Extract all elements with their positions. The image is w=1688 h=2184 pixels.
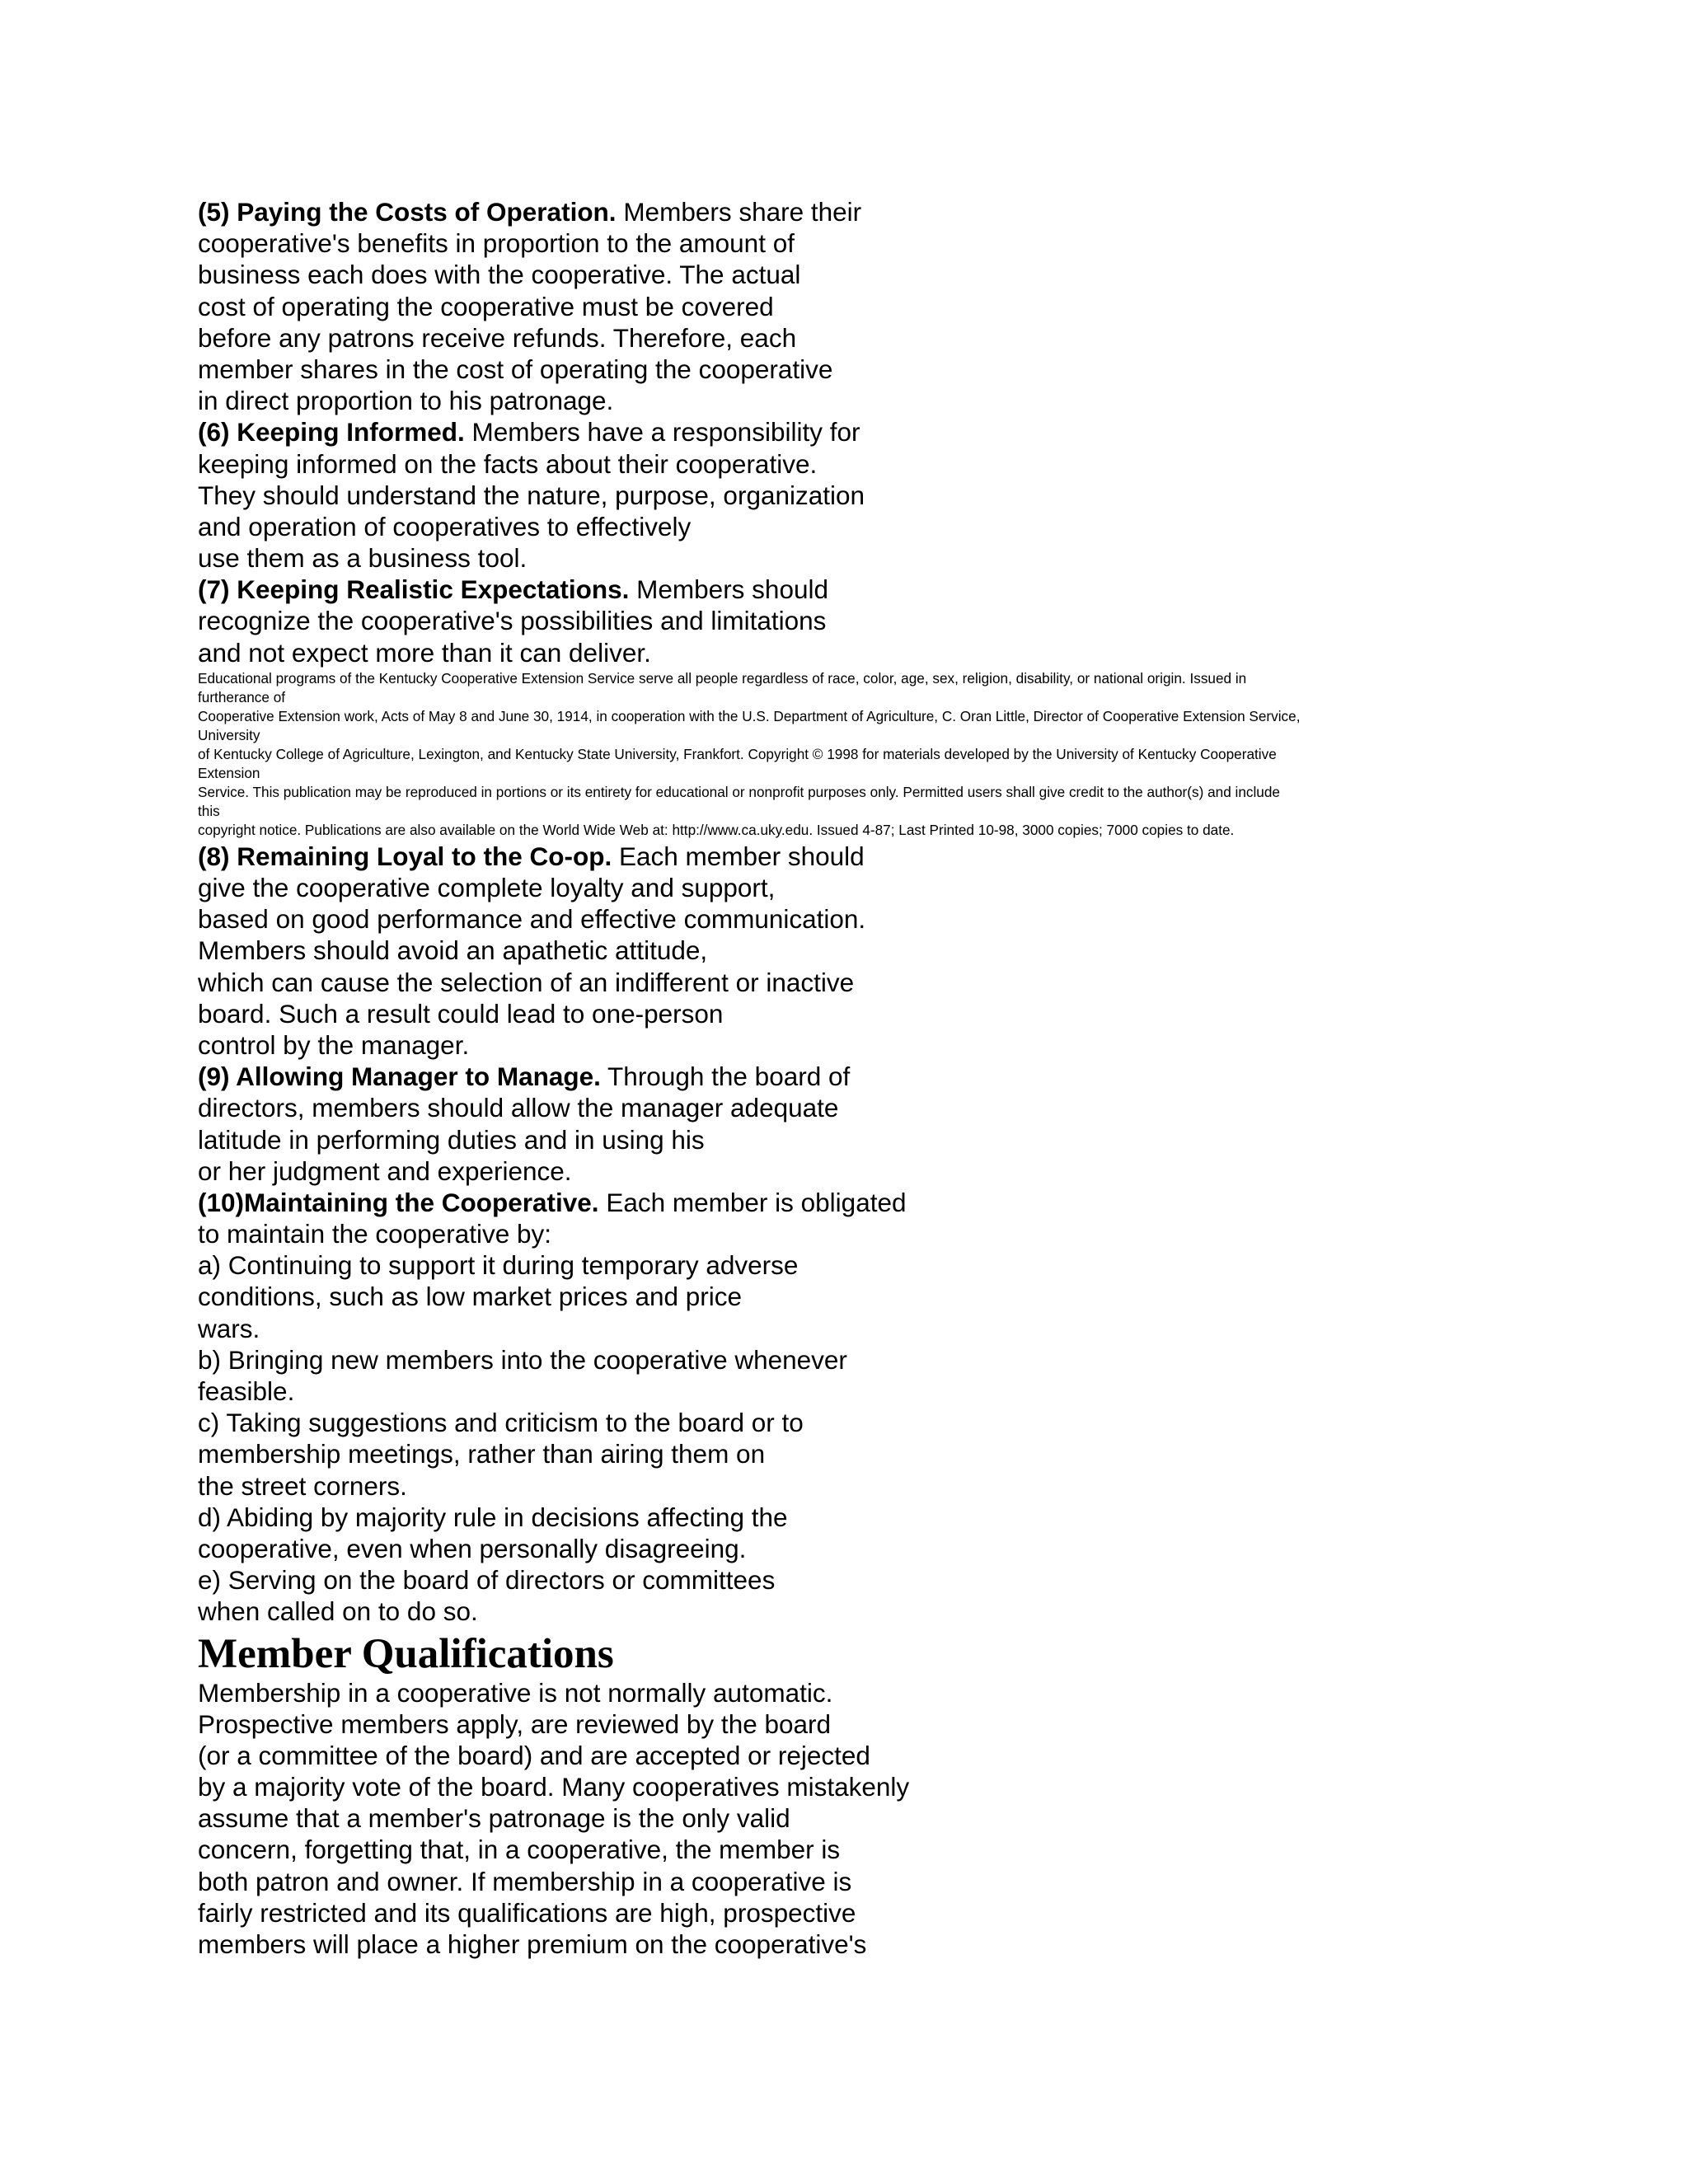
text-line (198, 227, 1517, 259)
text-line (198, 1866, 1517, 1897)
text-line (198, 1092, 1517, 1123)
line-text: wars. (198, 1313, 260, 1343)
text-line (198, 1564, 1517, 1596)
line-text: membership meetings, rather than airing them on (198, 1439, 766, 1469)
bold-lead: (8) Remaining Loyal to the Co-op. (198, 841, 612, 871)
bold-lead: (9) Allowing Manager to Manage. (198, 1062, 601, 1092)
section-heading-member-qualifications: Member Qualifications (198, 1630, 614, 1677)
footer-line: University (198, 726, 260, 743)
line-text: keeping informed on the facts about their cooperative. (198, 448, 818, 479)
line-text: based on good performance and effective communication. (198, 904, 866, 935)
line-text: Members should avoid an apathetic attitude, (198, 935, 708, 966)
line-text: member shares in the cost of operating the cooperative (198, 354, 833, 384)
text-line (198, 1596, 1517, 1627)
footer-line: furtherance of (198, 688, 286, 705)
text-line (198, 1376, 1517, 1407)
line-text: Members should (629, 574, 829, 605)
line-text: Prospective members apply, are reviewed by the board (198, 1708, 832, 1739)
line-text: business each does with the cooperative. The actual (198, 260, 801, 290)
line-text: e) Serving on the board of directors or committees (198, 1565, 776, 1596)
line-text: when called on to do so. (198, 1596, 478, 1627)
member-responsibilities-part-1 (198, 196, 1517, 668)
line-text: Members share their (616, 197, 862, 227)
line-text: cooperative, even when personally disagreeing. (198, 1533, 747, 1563)
text-line (198, 637, 1517, 668)
footer-line: Service. This publication may be reproduced in portions or its entirety for educational or nonprofit purposes only. Permitted users shall give credit to the author(s) and include (198, 783, 1280, 800)
text-line (198, 448, 1517, 480)
line-text: d) Abiding by majority rule in decisions affecting the (198, 1502, 788, 1532)
line-text: cost of operating the cooperative must be covered (198, 291, 774, 321)
text-line (198, 1218, 1517, 1249)
text-line (198, 967, 1517, 998)
text-line (198, 605, 1517, 636)
member-qualifications-paragraph (198, 1677, 1517, 1961)
bold-lead: (10)Maintaining the Cooperative. (198, 1187, 599, 1217)
line-text: conditions, such as low market prices and price (198, 1282, 743, 1312)
line-text: the street corners. (198, 1470, 407, 1501)
line-text: cooperative's benefits in proportion to the amount of (198, 228, 795, 259)
text-line (198, 322, 1517, 354)
text-line (198, 1834, 1517, 1865)
line-text: recognize the cooperative's possibilities and limitations (198, 606, 827, 636)
text-line (198, 196, 1517, 227)
text-line (198, 1344, 1517, 1376)
line-text: Each member should (612, 841, 865, 871)
line-text: a) Continuing to support it during temporary adverse (198, 1250, 799, 1281)
line-text: directors, members should allow the manager adequate (198, 1093, 839, 1123)
text-line (198, 1897, 1517, 1929)
line-text: concern, forgetting that, in a cooperative, the member is (198, 1835, 841, 1865)
line-text: use them as a business tool. (198, 543, 528, 574)
line-text: Membership in a cooperative is not normally automatic. (198, 1677, 833, 1708)
line-text: and operation of cooperatives to effectively (198, 511, 692, 541)
text-line (198, 416, 1517, 448)
text-line (198, 872, 1517, 903)
text-line (198, 1124, 1517, 1155)
text-line (198, 1929, 1517, 1960)
footer-line: Cooperative Extension work, Acts of May 8 and June 30, 1914, in cooperation with the U.S. Department of Agriculture, C. Oran Little, Director of Cooperative Extension Service, (198, 707, 1301, 724)
line-text: in direct proportion to his patronage. (198, 386, 614, 416)
text-line (198, 1771, 1517, 1802)
footer-line: copyright notice. Publications are also available on the World Wide Web at: http://www.ca.uky.edu. Issued 4-87; Last Printed 10-98, 3000 copies; 7000 copies to date. (198, 821, 1235, 838)
text-line (198, 1281, 1517, 1312)
line-text: c) Taking suggestions and criticism to the board or to (198, 1408, 804, 1438)
text-line (198, 1155, 1517, 1187)
line-text: Each member is obligated (598, 1187, 907, 1217)
line-text: b) Bringing new members into the cooperative whenever (198, 1344, 847, 1375)
bold-lead: (7) Keeping Realistic Expectations. (198, 574, 630, 605)
line-text: both patron and owner. If membership in a cooperative is (198, 1866, 852, 1896)
line-text: (or a committee of the board) and are accepted or rejected (198, 1740, 870, 1770)
text-line (198, 354, 1517, 385)
line-text: control by the manager. (198, 1029, 470, 1060)
footer-line: this (198, 802, 220, 819)
text-line (198, 574, 1517, 605)
extension-service-footer-notice (198, 669, 1517, 840)
footer-line: of Kentucky College of Agriculture, Lexington, and Kentucky State University, Frankfort. Copyright © 1998 for materials developed by the University of Kentucky Cooperative (198, 745, 1277, 762)
line-text: members will place a higher premium on the cooperative's (198, 1929, 867, 1959)
text-line (198, 841, 1517, 872)
line-text: latitude in performing duties and in using his (198, 1124, 705, 1155)
text-line (198, 935, 1517, 966)
line-text: and not expect more than it can deliver. (198, 637, 651, 668)
text-line (198, 1061, 1517, 1092)
line-text: fairly restricted and its qualifications are high, prospective (198, 1897, 856, 1928)
text-line (198, 1438, 1517, 1469)
text-line (198, 1249, 1517, 1281)
line-text: feasible. (198, 1376, 295, 1406)
text-line (198, 291, 1517, 322)
document-page (198, 196, 1517, 1960)
bold-lead: (5) Paying the Costs of Operation. (198, 197, 617, 227)
line-text: give the cooperative complete loyalty and support, (198, 873, 776, 902)
line-text: to maintain the cooperative by: (198, 1219, 552, 1249)
line-text: which can cause the selection of an indifferent or inactive (198, 967, 855, 997)
bold-lead: (6) Keeping Informed. (198, 417, 465, 448)
text-line (198, 1187, 1517, 1218)
line-text: They should understand the nature, purpose, organization (198, 480, 865, 510)
line-text: before any patrons receive refunds. Therefore, each (198, 322, 797, 353)
member-responsibilities-part-2 (198, 841, 1517, 1628)
line-text: assume that a member's patronage is the only valid (198, 1803, 790, 1834)
footer-line: Extension (198, 764, 260, 781)
text-line (198, 1740, 1517, 1771)
text-line (198, 1407, 1517, 1438)
text-line (198, 1313, 1517, 1344)
text-line (198, 542, 1517, 574)
text-line (198, 998, 1517, 1029)
text-line (198, 1502, 1517, 1533)
text-line (198, 1802, 1517, 1834)
text-line (198, 511, 1517, 542)
text-line (198, 259, 1517, 290)
footer-line: Educational programs of the Kentucky Cooperative Extension Service serve all people regardless of race, color, age, sex, religion, disability, or national origin. Issued in (198, 669, 1247, 687)
text-line (198, 1029, 1517, 1061)
text-line (198, 385, 1517, 416)
line-text: or her judgment and experience. (198, 1155, 572, 1186)
text-line (198, 1708, 1517, 1740)
text-line (198, 480, 1517, 511)
line-text: Members have a responsibility for (464, 417, 860, 448)
text-line (198, 1677, 1517, 1708)
line-text: Through the board of (600, 1062, 851, 1092)
text-line (198, 1470, 1517, 1502)
text-line (198, 1533, 1517, 1564)
line-text: board. Such a result could lead to one-person (198, 998, 724, 1029)
text-line (198, 903, 1517, 935)
line-text: by a majority vote of the board. Many cooperatives mistakenly (198, 1772, 910, 1802)
